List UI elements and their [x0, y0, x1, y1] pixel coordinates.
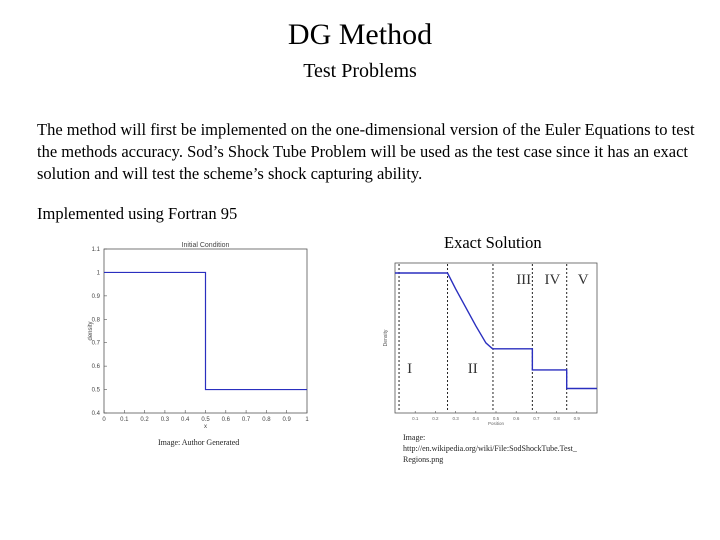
body-paragraph: The method will first be implemented on the one-dimensional version of the Euler Equations to test the methods accuracy. Sod’s Shock Tube Problem will be used as the test case since it has an exact solution and will test the scheme’s shock capturing ability.: [37, 120, 695, 183]
slide-title: DG Method: [287, 18, 433, 51]
region-label-II: II: [467, 361, 478, 377]
x-tick-label: 1: [305, 417, 309, 423]
x-axis-label: x: [204, 424, 207, 430]
y-axis-label: Density: [383, 329, 389, 347]
right-caption-line3: Regions.png: [403, 455, 444, 464]
x-tick-label: 0.9: [282, 417, 291, 423]
x-tick-label: 0.4: [181, 417, 190, 423]
y-tick-label: 1: [96, 270, 100, 277]
region-label-IV: IV: [544, 272, 561, 288]
x-tick-label: 0: [102, 417, 106, 423]
x-tick-label: 0.2: [432, 416, 439, 421]
x-tick-label: 0.5: [201, 417, 210, 423]
x-tick-label: 0.6: [221, 417, 230, 423]
x-tick-label: 0.5: [492, 416, 500, 421]
x-tick-label: 0.2: [140, 417, 149, 423]
exact-solution-title: Exact Solution: [444, 233, 542, 252]
y-tick-label: 0.5: [91, 387, 100, 394]
x-tick-label: 0.1: [412, 416, 419, 421]
y-tick-label: 0.4: [91, 411, 100, 417]
implemented-note: Implemented using Fortran 95: [37, 204, 238, 223]
x-tick-label: 0.3: [452, 416, 459, 421]
x-tick-label: 0.7: [533, 416, 540, 421]
right-figure-caption: [403, 432, 577, 465]
right-caption-line2: http://en.wikipedia.org/wiki/File:SodShockTube.Test_: [403, 444, 577, 453]
x-tick-label: 0.9: [573, 416, 580, 421]
y-tick-label: 0.9: [91, 293, 100, 300]
region-label-I: I: [407, 361, 413, 377]
y-tick-label: 0.6: [91, 364, 100, 371]
x-axis-label: Position: [487, 421, 505, 425]
x-tick-label: 0.7: [241, 417, 251, 423]
chart-title: Initial Condition: [181, 242, 230, 249]
x-tick-label: 0.6: [513, 416, 520, 421]
y-tick-label: 0.8: [91, 317, 100, 324]
right-caption-line1: Image:: [403, 433, 426, 442]
y-tick-label: 0.7: [91, 340, 100, 347]
x-tick-label: 0.3: [160, 417, 170, 423]
slide-subtitle: Test Problems: [303, 60, 417, 82]
region-label-V: V: [577, 272, 589, 288]
x-tick-label: 0.8: [262, 417, 271, 423]
left-figure-caption: Image: Author Generated: [158, 438, 240, 447]
x-tick-label: 0.1: [120, 417, 129, 423]
y-tick-label: 1.1: [91, 247, 100, 253]
region-label-III: III: [516, 272, 532, 288]
x-tick-label: 0.8: [553, 416, 560, 421]
x-tick-label: 0.4: [472, 416, 479, 421]
y-axis-label: density: [88, 321, 94, 341]
initial-condition-chart: [80, 238, 315, 433]
exact-solution-chart: [378, 258, 603, 425]
